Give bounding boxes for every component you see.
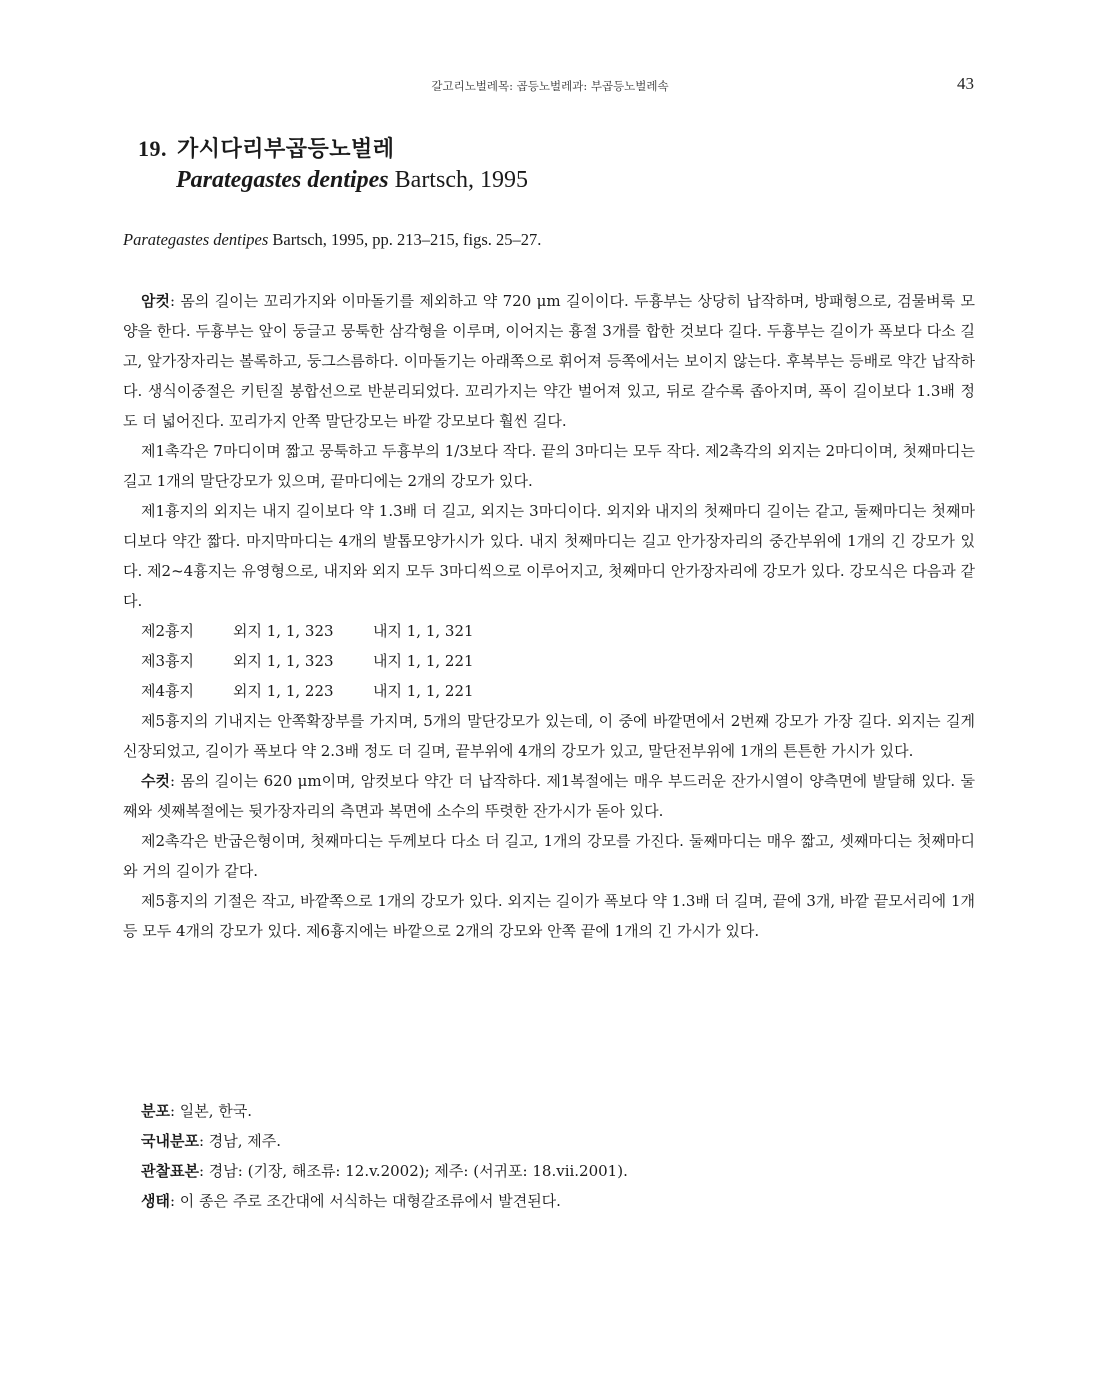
scientific-name: Parategastes dentipes	[176, 167, 389, 193]
authority: Bartsch, 1995	[394, 167, 528, 193]
citation	[123, 230, 541, 250]
female-paragraph-4: 제5흉지의 기내지는 안쪽확장부를 가지며, 5개의 말단강모가 있는데, 이 중에 바깥면에서 2번째 강모가 가장 길다. 외지는 길게 신장되었고, 길이가 폭보다 약 2.3배 정도 더 길며, 끝부위에 4개의 강모가 있고, 말단전부위에 1개의 튼튼한 가시가 있다.	[123, 712, 975, 760]
male-paragraph-3: 제5흉지의 기절은 작고, 바깥쪽으로 1개의 강모가 있다. 외지는 길이가 폭보다 약 1.3배 더 길며, 끝에 3개, 바깥 끝모서리에 1개 등 모두 4개의 강모가 있다. 제6흉지에는 바깥으로 2개의 강모와 안쪽 끝에 1개의 긴 가시가 있다.	[123, 892, 975, 940]
citation-species: Parategastes dentipes	[123, 230, 269, 249]
species-notes	[123, 1096, 975, 1216]
domestic-distribution-line: 국내분포: 경남, 제주.	[141, 1132, 282, 1150]
species-title	[138, 132, 528, 194]
korean-name: 가시다리부곱등노벌레	[177, 136, 395, 162]
citation-reference: Bartsch, 1995, pp. 213–215, figs. 25–27.	[272, 230, 542, 249]
specimens-line: 관찰표본: 경남: (기장, 해조류: 12.v.2002); 제주: (서귀포: 18.vii.2001).	[141, 1162, 628, 1180]
running-header: 갈고리노벌레목: 곱등노벌레과: 부곱등노벌레속	[431, 79, 669, 93]
male-paragraph-2: 제2촉각은 반굽은형이며, 첫째마디는 두께보다 다소 더 길고, 1개의 강모를 가진다. 둘째마디는 매우 짧고, 셋째마디는 첫째마디와 거의 길이가 같다.	[123, 832, 975, 880]
male-paragraph-1: 수컷: 몸의 길이는 620 μm이며, 암컷보다 약간 더 납작하다. 제1복절에는 매우 부드러운 잔가시열이 양측면에 발달해 있다. 둘째와 셋째복절에는 뒷가장자리의 측면과 복면에 소수의 뚜렷한 잔가시가 돋아 있다.	[123, 772, 975, 820]
setal-formula-row: 제3흉지 외지 1, 1, 323 내지 1, 1, 221	[141, 652, 474, 670]
male-label: 수컷	[141, 772, 170, 790]
setal-formula-row: 제4흉지 외지 1, 1, 223 내지 1, 1, 221	[141, 682, 474, 700]
female-paragraph-1: 암컷: 몸의 길이는 꼬리가지와 이마돌기를 제외하고 약 720 μm 길이이다. 두흉부는 상당히 납작하며, 방패형으로, 검물벼룩 모양을 한다. 두흉부는 앞이 둥글고 뭉툭한 삼각형을 이루며, 이어지는 흉절 3개를 합한 것보다 길다. 두흉부는 길이가 폭보다 다소 길고, 앞가장자리는 볼록하고, 둥그스름하다. 이마돌기는 아래쪽으로 휘어져 등쪽에서는 보이지 않는다. 후복부는 등배로 약간 납작하다. 생식이중절은 키틴질 봉합선으로 반분리되었다. 꼬리가지는 약간 벌어져 있고, 뒤로 갈수록 좁아지며, 폭이 길이보다 1.3배 정도 더 넓어진다. 꼬리가지 안쪽 말단강모는 바깥 강모보다 훨씬 길다.	[123, 292, 975, 430]
scientific-title	[176, 167, 528, 194]
female-label: 암컷	[141, 292, 170, 310]
female-paragraph-3: 제1흉지의 외지는 내지 길이보다 약 1.3배 더 길고, 외지는 3마디이다. 외지와 내지의 첫째마디 길이는 같고, 둘째마디는 첫째마디보다 약간 짧다. 마지막마디는 4개의 발톱모양가시가 있다. 내지 첫째마디는 길고 안가장자리의 중간부위에 1개의 긴 강모가 있다. 제2~4흉지는 유영형으로, 내지와 외지 모두 3마디씩으로 이루어지고, 첫째마디 안가장자리에 강모가 있다. 강모식은 다음과 같다.	[123, 502, 975, 610]
distribution-line: 분포: 일본, 한국.	[141, 1102, 253, 1120]
page-number: 43	[957, 74, 974, 93]
ecology-line: 생태: 이 종은 주로 조간대에 서식하는 대형갈조류에서 발견된다.	[141, 1192, 561, 1210]
korean-title	[138, 132, 528, 163]
description-body	[123, 286, 975, 946]
female-paragraph-2: 제1촉각은 7마디이며 짧고 뭉툭하고 두흉부의 1/3보다 작다. 끝의 3마디는 모두 작다. 제2촉각의 외지는 2마디이며, 첫째마디는 길고 1개의 말단강모가 있으며, 끝마디에는 2개의 강모가 있다.	[123, 442, 975, 490]
species-number: 19.	[138, 136, 167, 161]
setal-formula-row: 제2흉지 외지 1, 1, 323 내지 1, 1, 321	[141, 622, 474, 640]
